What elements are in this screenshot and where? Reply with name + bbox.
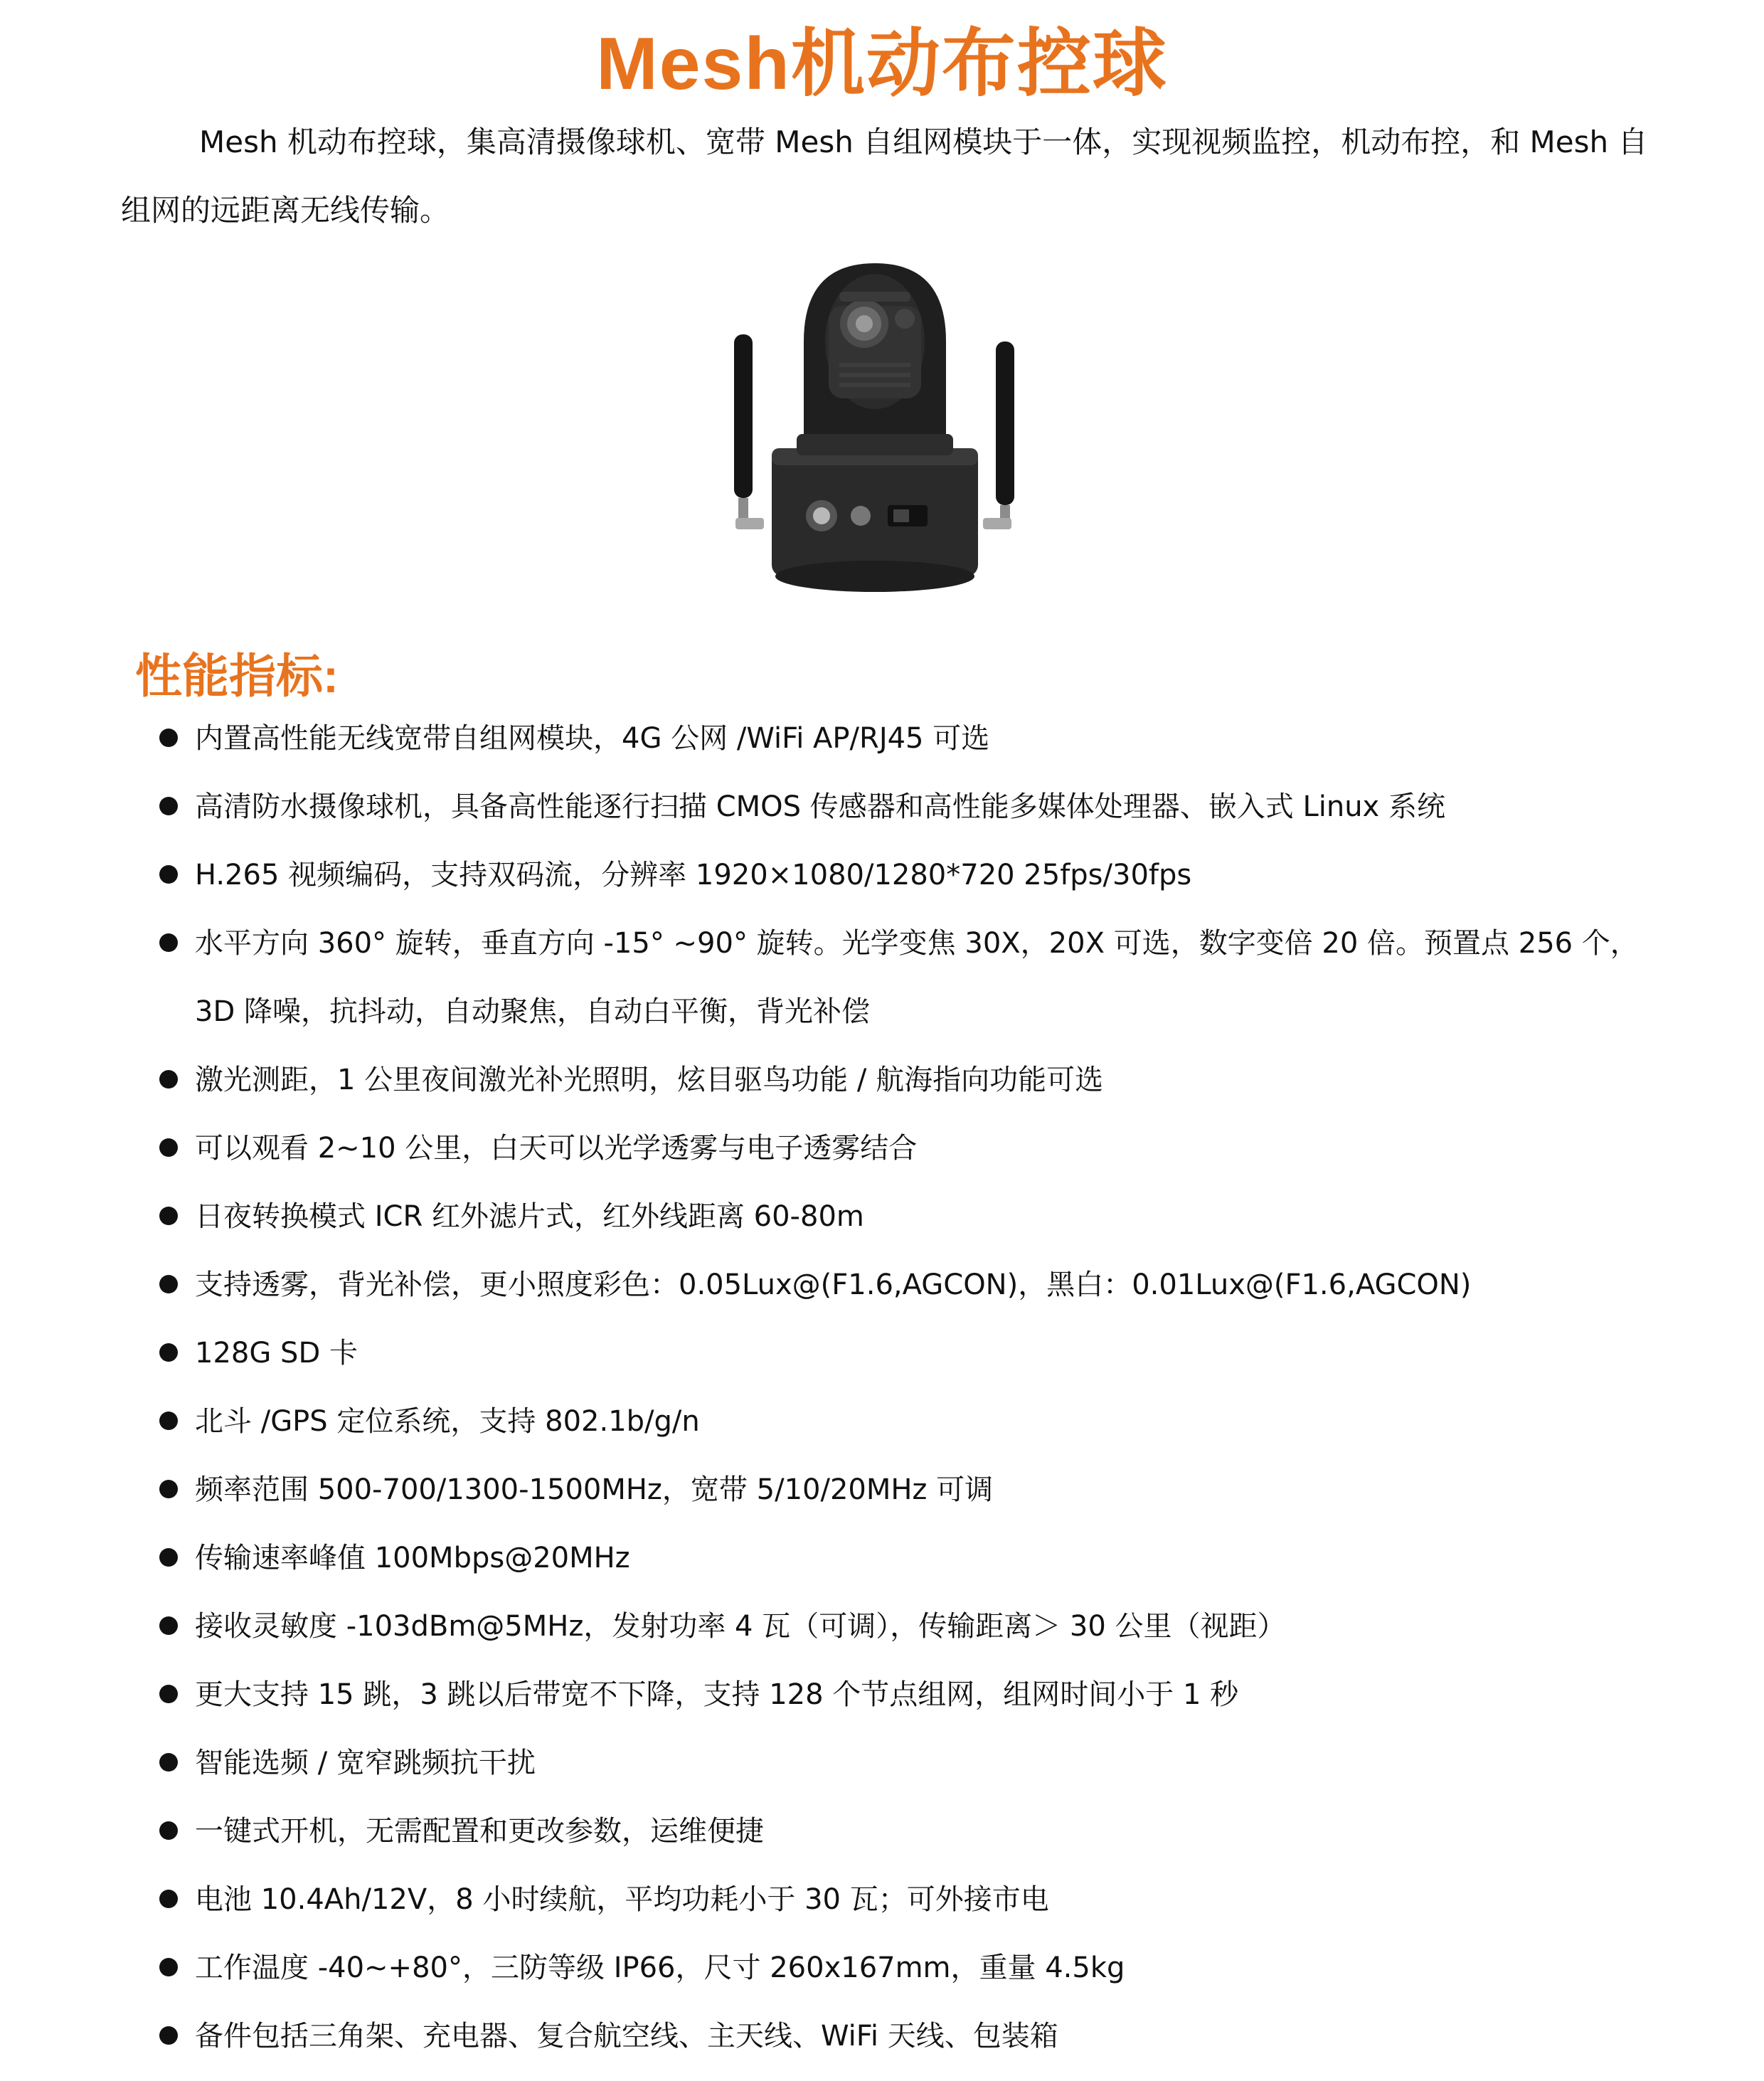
spec-text: 内置高性能无线宽带自组网模块，4G 公网 /WiFi AP/RJ45 可选 <box>195 722 990 755</box>
spec-item <box>155 1046 1649 1114</box>
bullet-icon <box>159 1343 178 1362</box>
bullet-icon <box>159 729 178 747</box>
bullet-icon <box>159 1890 178 1908</box>
spec-text: 智能选频 / 宽窄跳频抗干扰 <box>195 1747 536 1779</box>
spec-text: H.265 视频编码，支持双码流，分辨率 1920×1080/1280*720 25fps/30fps <box>195 859 1192 891</box>
bullet-icon <box>159 1685 178 1703</box>
spec-text: 更大支持 15 跳，3 跳以后带宽不下降，支持 128 个节点组网，组网时间小于 1 秒 <box>195 1678 1239 1711</box>
spec-text: 水平方向 360° 旋转，垂直方向 -15° ~90° 旋转。光学变焦 30X，20X 可选，数字变倍 20 倍。预置点 256 个，3D 降噪，抗抖动，自动聚焦，自动白平衡，背光补偿 <box>195 927 1639 1028</box>
spec-text: 128G SD 卡 <box>195 1337 358 1370</box>
spec-item <box>155 1319 1649 1387</box>
bullet-icon <box>159 797 178 815</box>
spec-item <box>155 1797 1649 1865</box>
spec-text: 可以观看 2~10 公里，白天可以光学透雾与电子透雾结合 <box>195 1132 918 1165</box>
spec-item <box>155 1456 1649 1524</box>
spec-text: 北斗 /GPS 定位系统，支持 802.1b/g/n <box>195 1405 700 1438</box>
camera-product-image <box>718 235 1031 605</box>
bullet-icon <box>159 1958 178 1976</box>
spec-text: 一键式开机，无需配置和更改参数，运维便捷 <box>195 1815 764 1848</box>
bullet-icon <box>159 2026 178 2045</box>
spec-item <box>155 1251 1649 1319</box>
spec-item <box>155 1661 1649 1729</box>
spec-item <box>155 1114 1649 1182</box>
spec-text: 工作温度 -40~+80°，三防等级 IP66，尺寸 260x167mm，重量 4.5kg <box>195 1952 1125 1984</box>
spec-item <box>155 1865 1649 1934</box>
spec-item <box>155 773 1649 841</box>
spec-text: 备件包括三角架、充电器、复合航空线、主天线、WiFi 天线、包装箱 <box>195 2020 1058 2053</box>
page-title: Mesh机动布控球 <box>596 23 1168 105</box>
spec-text: 传输速率峰值 100Mbps@20MHz <box>195 1542 630 1574</box>
spec-item <box>155 1182 1649 1251</box>
spec-text: 接收灵敏度 -103dBm@5MHz，发射功率 4 瓦（可调），传输距离＞ 30 公里（视距） <box>195 1610 1286 1643</box>
section-heading: 性能指标: <box>135 650 339 702</box>
spec-text: 激光测距，1 公里夜间激光补光照明，炫目驱鸟功能 / 航海指向功能可选 <box>195 1064 1104 1096</box>
bullet-icon <box>159 1616 178 1635</box>
spec-item <box>155 841 1649 909</box>
spec-text: 支持透雾，背光补偿，更小照度彩色：0.05Lux@(F1.6,AGCON)，黑白：0.01Lux@(F1.6,AGCON) <box>195 1269 1472 1301</box>
spec-text: 高清防水摄像球机，具备高性能逐行扫描 CMOS 传感器和高性能多媒体处理器、嵌入式 Linux 系统 <box>195 790 1445 823</box>
left-antenna <box>734 334 764 529</box>
spec-item <box>155 1592 1649 1661</box>
spec-item <box>155 1934 1649 2002</box>
bullet-icon <box>159 933 178 952</box>
intro-paragraph: Mesh 机动布控球，集高清摄像球机、宽带 Mesh 自组网模块于一体，实现视频监控，机动布控，和 Mesh 自组网的远距离无线传输。 <box>121 125 1648 228</box>
bullet-icon <box>159 1412 178 1430</box>
right-antenna <box>983 341 1014 529</box>
spec-item <box>155 1387 1649 1456</box>
bullet-icon <box>159 1207 178 1225</box>
bullet-icon <box>159 1070 178 1089</box>
spec-text: 电池 10.4Ah/12V，8 小时续航，平均功耗小于 30 瓦；可外接市电 <box>195 1883 1049 1916</box>
bullet-icon <box>159 1275 178 1293</box>
spec-item <box>155 909 1649 1046</box>
spec-item <box>155 704 1649 773</box>
spec-item <box>155 2002 1649 2070</box>
spec-list <box>155 704 1649 2070</box>
bullet-icon <box>159 865 178 884</box>
bullet-icon <box>159 1480 178 1498</box>
spec-text: 日夜转换模式 ICR 红外滤片式，红外线距离 60-80m <box>195 1200 864 1233</box>
spec-item <box>155 1524 1649 1592</box>
bullet-icon <box>159 1548 178 1567</box>
bullet-icon <box>159 1753 178 1772</box>
bullet-icon <box>159 1138 178 1157</box>
spec-text: 频率范围 500-700/1300-1500MHz，宽带 5/10/20MHz 可调 <box>195 1473 994 1506</box>
spec-item <box>155 1729 1649 1797</box>
bullet-icon <box>159 1821 178 1840</box>
